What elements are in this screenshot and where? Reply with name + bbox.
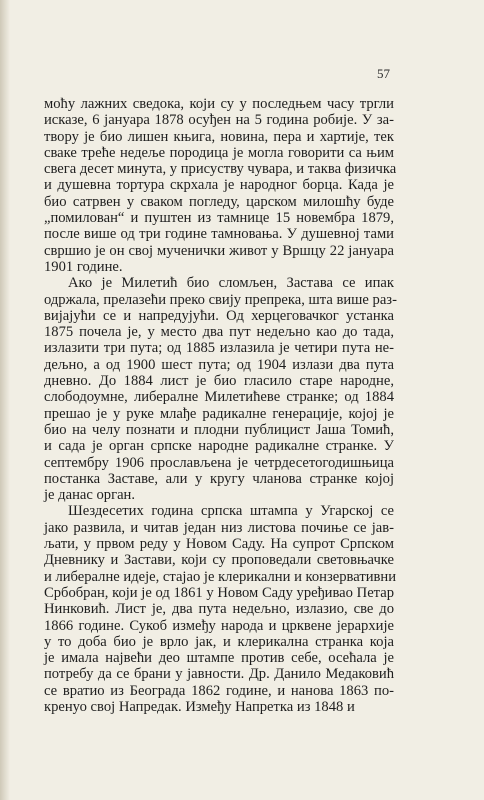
text-line: Нинковић. Лист је, два пута недељно, излазио, све до xyxy=(44,601,394,618)
text-line: јако развила, и читав један низ листова почиње се јав- xyxy=(44,519,394,536)
text-line: и сада је орган српске народне радикалне странке. У xyxy=(44,438,394,455)
text-line: је данас орган. xyxy=(44,487,136,504)
text-line: био на челу познати и плодни публицист Јаша Томић, xyxy=(44,421,394,438)
text-line: Ако је Милетић био сломљен, Застава се ипак xyxy=(68,275,394,292)
page-number: 57 xyxy=(377,66,390,81)
text-line: 1901 године. xyxy=(44,258,123,275)
text-line: исказе, 6 јануара 1878 осуђен на 5 година робије. У за- xyxy=(44,112,394,129)
text-line: слободоумне, либералне Милетићеве странке; од 1884 xyxy=(44,389,394,406)
text-line: 1875 почела је, у место два пут недељно као до тада, xyxy=(44,324,394,341)
text-line: одржала, прелазећи преко свију препрека, шта више раз- xyxy=(44,291,397,308)
text-line: прешао је у руке млађе радикалне генерације, којој је xyxy=(44,405,394,422)
text-line: дељно, а од 1900 шест пута; од 1904 излази два пута xyxy=(44,356,394,373)
text-line: 1866 године. Сукоб између народа и црквене јерархије xyxy=(44,617,394,634)
text-line: потребу да се брани у јавности. Др. Данило Медаковић xyxy=(44,666,394,683)
text-line: излазити три пута; од 1885 излазила је четири пута не- xyxy=(44,340,394,357)
text-line: после више од три године тамновања. У душевној тами xyxy=(44,226,394,243)
text-line: моћу лажних сведока, који су у последњем часу тргли xyxy=(44,96,394,112)
text-line: „помилован“ и пуштен из тамнице 15 новембра 1879, xyxy=(44,210,394,227)
text-line: био сатрвен у сваком погледу, царском милошћу буде xyxy=(44,193,394,210)
text-line: и душевна тортура скрхала је народног борца. Када је xyxy=(44,177,394,194)
paragraph xyxy=(44,96,397,275)
text-line: љати, у првом реду у Новом Саду. На супрот Српском xyxy=(44,536,394,553)
text-line: је имала највећи део штампе против себе, осећала је xyxy=(44,650,394,667)
text-line: дневно. До 1884 лист је био гласило старе народне, xyxy=(44,373,394,390)
text-line: Шездесетих година српска штампа у Угарској се xyxy=(68,503,394,520)
text-line: септембру 1906 прослављена је четрдесетогодишњица xyxy=(44,454,394,471)
text-line: свега десет минута, у присуству чувара, и таква физичка xyxy=(44,161,397,178)
text-line: твору је био лишен књига, новина, пера и хартије, тек xyxy=(44,128,394,145)
text-line: вијајући се и напредујући. Од херцеговачког устанка xyxy=(44,307,394,324)
text-line: се вратио из Београда 1862 године, и нанова 1863 по- xyxy=(44,682,394,699)
paragraph xyxy=(44,503,397,715)
paragraph xyxy=(44,275,397,504)
text-line: у то доба био је врло јак, и клерикална странка која xyxy=(44,633,394,650)
text-line: Србобран, који је од 1861 у Новом Саду уређивао Петар xyxy=(44,584,394,601)
text-line: и либералне идеје, стајао је клерикални и конзервативни xyxy=(44,568,397,585)
text-line: кренуо свој Напредак. Између Напретка из 1848 и xyxy=(44,698,355,715)
text-line: сваке треће недеље породица је могла говорити са њим xyxy=(44,144,394,161)
text-line: свршио је он свој мученички живот у Вршцу 22 јануара xyxy=(44,242,394,259)
page-spine-shadow xyxy=(0,0,10,800)
text-line: Дневнику и Застави, који су проповедали световњачке xyxy=(44,552,394,569)
body-text xyxy=(44,96,397,715)
text-line: постанка Заставе, али у кругу чланова странке којој xyxy=(44,470,394,487)
